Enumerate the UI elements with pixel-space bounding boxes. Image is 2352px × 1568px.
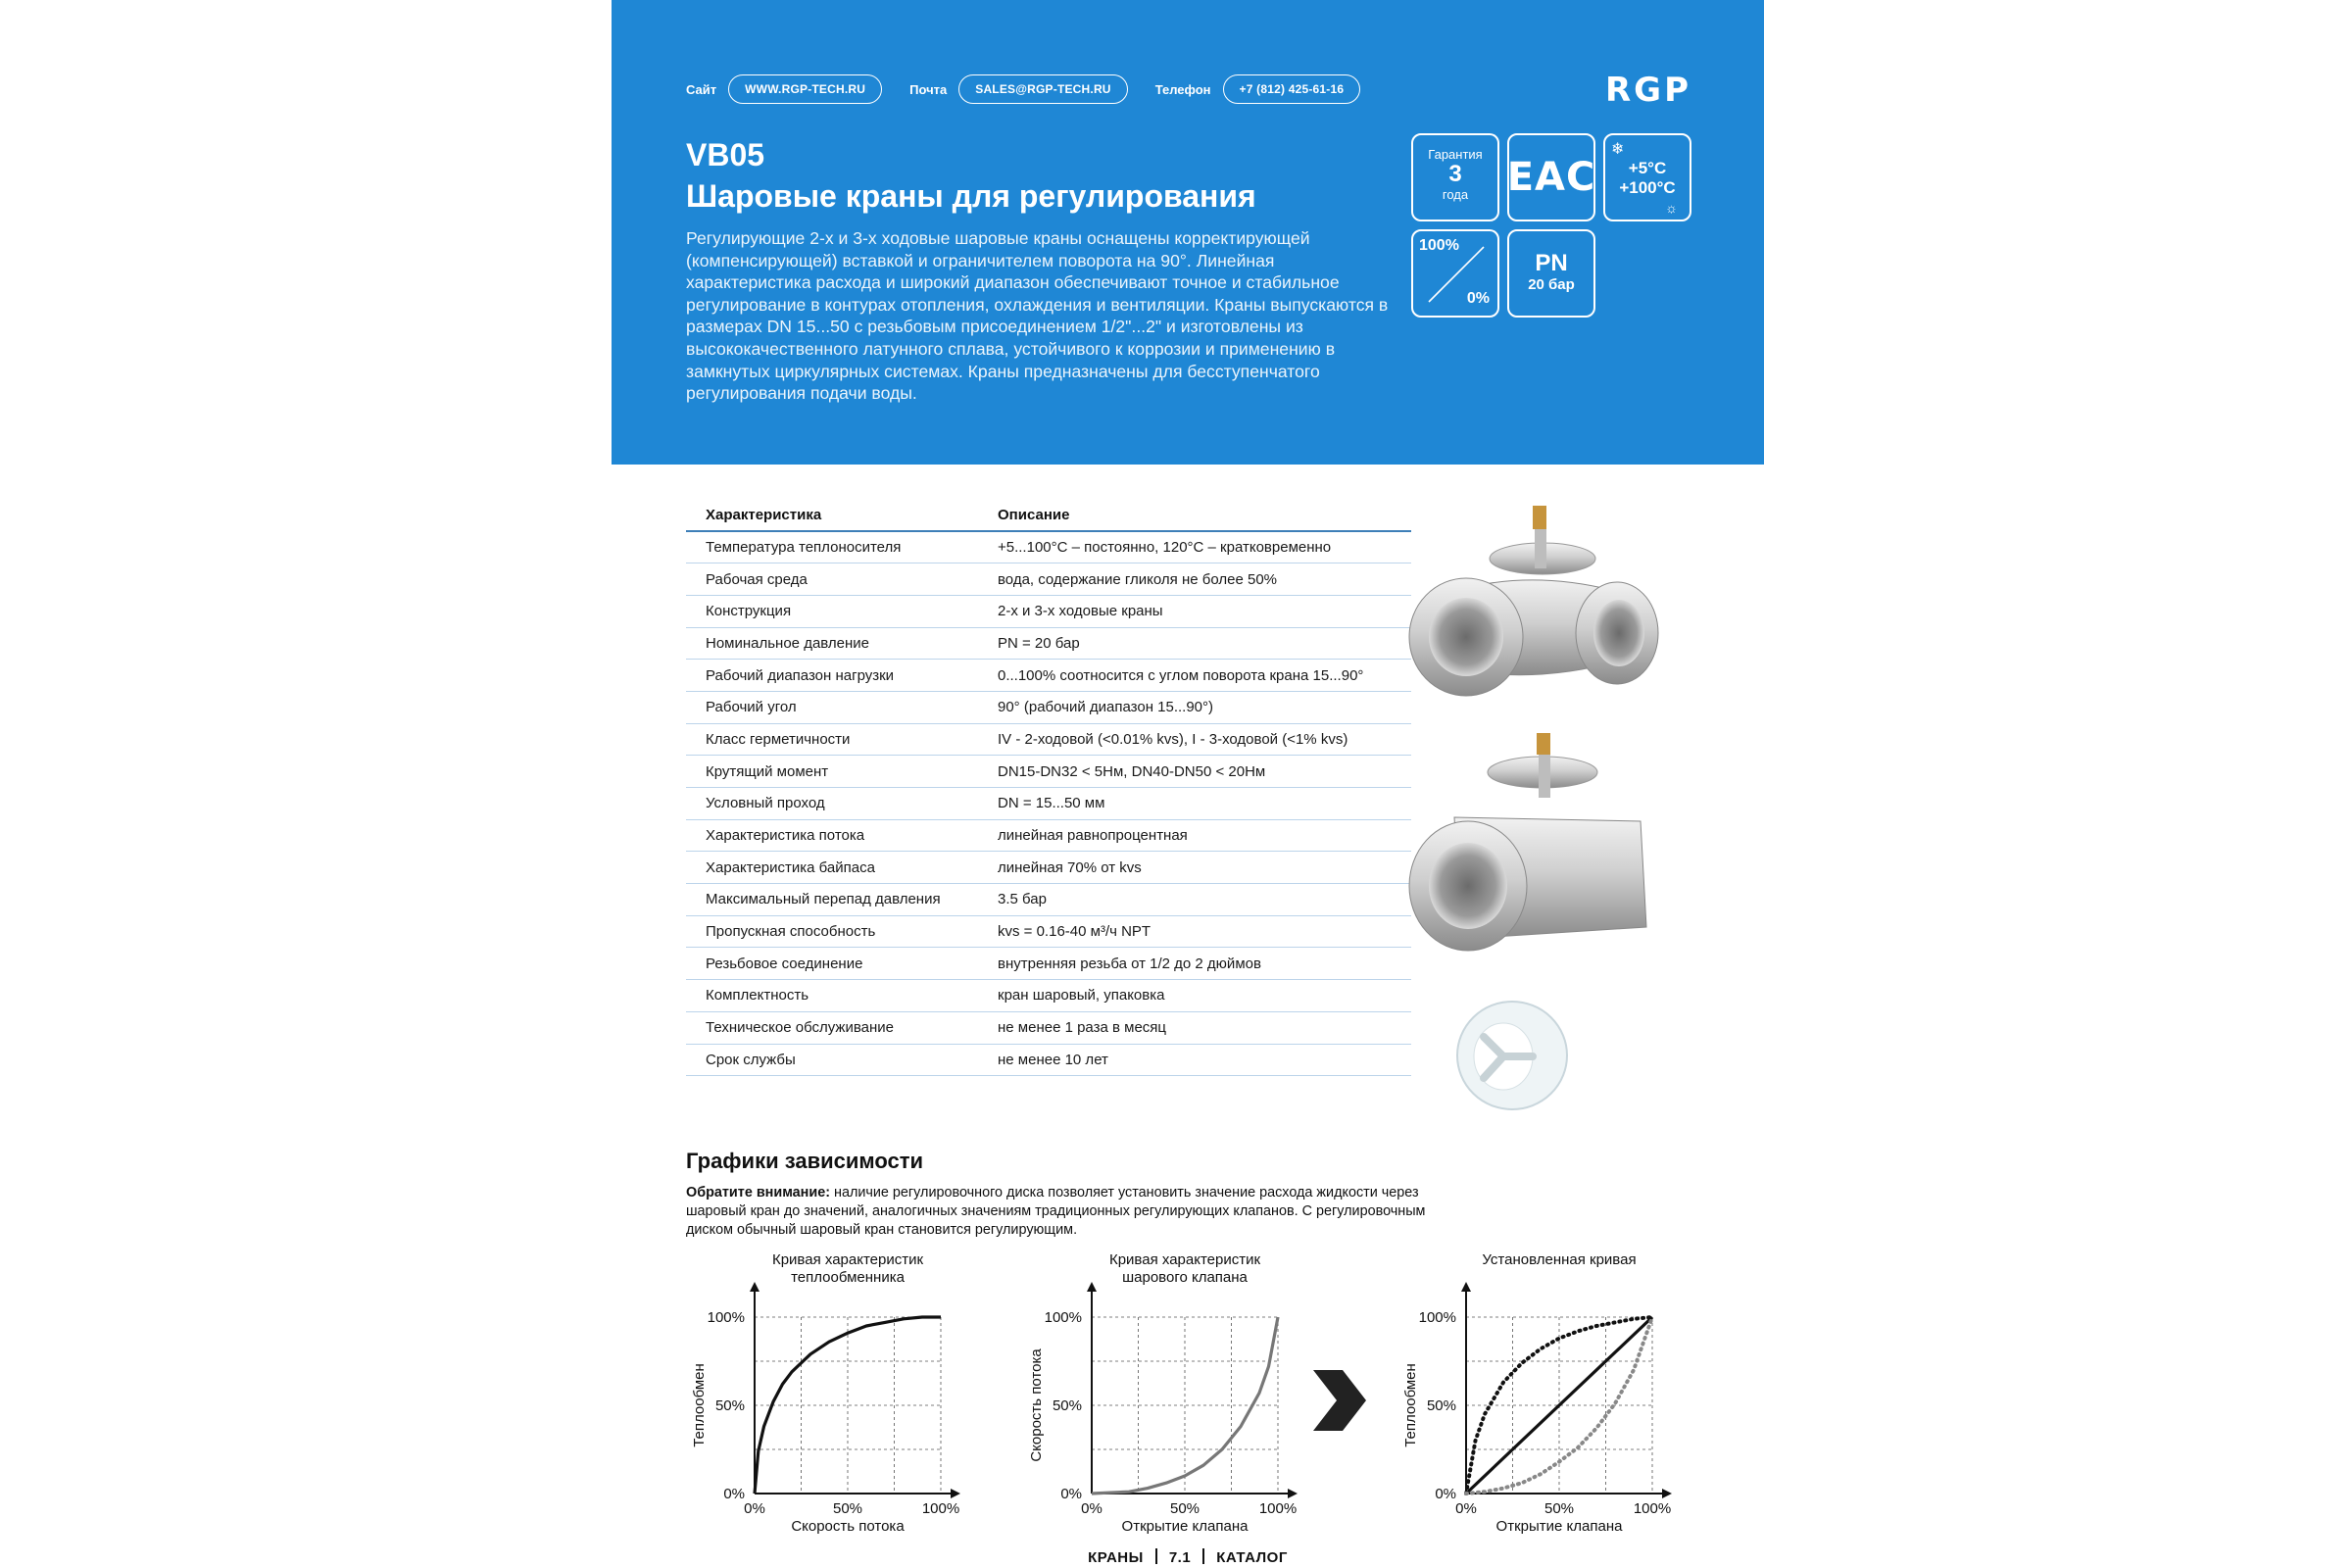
table-row — [686, 627, 1411, 660]
product-model: VB05 — [686, 137, 765, 172]
chart-title: теплообменника — [791, 1269, 905, 1286]
spec-value: IV - 2-ходовой (<0.01% kvs), I - 3-ходовой (<1% kvs) — [978, 723, 1411, 756]
x-tick-label: 50% — [832, 1500, 863, 1517]
chart-title: Установленная кривая — [1482, 1251, 1637, 1268]
y-tick-label: 0% — [723, 1486, 745, 1502]
temperature-badge — [1603, 133, 1691, 221]
specs-body — [686, 531, 1411, 1076]
x-tick-label: 100% — [1258, 1500, 1298, 1517]
contact-phone — [1155, 74, 1361, 104]
pn-value: 20 бар — [1528, 276, 1575, 293]
x-tick-label: 50% — [1169, 1500, 1200, 1517]
graphs-note — [686, 1184, 1450, 1240]
footer-divider — [1155, 1548, 1157, 1564]
spec-value: DN15-DN32 < 5Нм, DN40-DN50 < 20Нм — [978, 756, 1411, 788]
spec-value: PN = 20 бар — [978, 627, 1411, 660]
table-row — [686, 884, 1411, 916]
warranty-label: Гарантия — [1428, 147, 1483, 162]
table-row — [686, 531, 1411, 564]
spec-value: 2-х и 3-х ходовые краны — [978, 595, 1411, 627]
y-tick-label: 50% — [714, 1397, 745, 1414]
adjusting-disc-image — [1454, 998, 1570, 1113]
chart-heat-exchanger-svg — [670, 1247, 960, 1541]
temp-min: +5°C — [1628, 159, 1667, 177]
spec-name: Техническое обслуживание — [686, 1011, 978, 1044]
contact-site — [686, 74, 882, 104]
spec-value: 0...100% соотносится с углом поворота крана 15...90° — [978, 660, 1411, 692]
table-row — [686, 915, 1411, 948]
chart-title: Кривая характеристик — [771, 1251, 924, 1268]
spec-name: Рабочая среда — [686, 564, 978, 596]
spec-value: 90° (рабочий диапазон 15...90°) — [978, 691, 1411, 723]
spec-name: Крутящий момент — [686, 756, 978, 788]
snowflake-icon: ❄ — [1611, 141, 1625, 158]
graphs-note-bold: Обратите внимание: — [686, 1185, 830, 1200]
x-axis-label: Открытие клапана — [1495, 1518, 1623, 1535]
footer-catalog: КАТАЛОГ — [1216, 1549, 1288, 1566]
chevron-right-icon — [1309, 1366, 1368, 1435]
two-way-valve-image — [1405, 733, 1670, 978]
specs-table — [686, 500, 1411, 1076]
spec-value: линейная равнопроцентная — [978, 819, 1411, 852]
chart-title: шарового клапана — [1122, 1269, 1248, 1286]
range-top: 100% — [1419, 237, 1459, 254]
footer-divider — [1202, 1548, 1204, 1564]
table-row — [686, 819, 1411, 852]
y-axis-arrow-icon — [1087, 1282, 1097, 1292]
brand-logo: RGP — [1604, 71, 1691, 110]
y-axis-label: Теплообмен — [1402, 1363, 1419, 1447]
contact-mail — [909, 74, 1128, 104]
header-band — [612, 0, 1764, 465]
range-bottom: 0% — [1466, 290, 1490, 307]
spec-name: Рабочий диапазон нагрузки — [686, 660, 978, 692]
spec-value: DN = 15...50 мм — [978, 788, 1411, 820]
x-tick-label: 100% — [921, 1500, 960, 1517]
table-row — [686, 691, 1411, 723]
x-tick-label: 0% — [1081, 1500, 1102, 1517]
pressure-badge — [1507, 229, 1595, 318]
chart-title: Кривая характеристик — [1108, 1251, 1261, 1268]
table-row — [686, 980, 1411, 1012]
warranty-unit: года — [1442, 187, 1469, 202]
y-tick-label: 50% — [1052, 1397, 1082, 1414]
y-tick-label: 100% — [1044, 1309, 1082, 1326]
temp-max: +100°C — [1619, 178, 1676, 197]
y-axis-arrow-icon — [1461, 1282, 1471, 1292]
feature-badges — [1411, 133, 1705, 319]
spec-name: Класс герметичности — [686, 723, 978, 756]
phone-label: Телефон — [1154, 81, 1211, 97]
spec-name: Характеристика потока — [686, 819, 978, 852]
chart-installed-curve-svg — [1382, 1247, 1672, 1541]
x-axis-label: Скорость потока — [791, 1518, 905, 1535]
spec-value: кран шаровый, упаковка — [978, 980, 1411, 1012]
specs-header-row — [686, 500, 1411, 531]
x-tick-label: 0% — [1455, 1500, 1477, 1517]
x-axis-label: Открытие клапана — [1121, 1518, 1249, 1535]
range-badge — [1411, 229, 1499, 318]
site-label: Сайт — [686, 81, 717, 97]
chart-installed-curve — [1382, 1247, 1672, 1545]
table-row — [686, 660, 1411, 692]
spec-name: Пропускная способность — [686, 915, 978, 948]
spec-name: Рабочий угол — [686, 691, 978, 723]
mail-link[interactable]: SALES@RGP-TECH.RU — [958, 74, 1127, 104]
spec-name: Максимальный перепад давления — [686, 884, 978, 916]
chart-ball-valve — [1007, 1247, 1298, 1545]
spec-value: 3.5 бар — [978, 884, 1411, 916]
warranty-value: 3 — [1448, 161, 1462, 187]
graphs-note-text: наличие регулировочного диска позволяет установить значение расхода жидкости через шаровый кран до значений, аналогичных значениям традиционных регулирующих клапанов. С регулировочным диском обычный шаровый кран становится регулирующим. — [686, 1185, 1426, 1238]
spec-name: Номинальное давление — [686, 627, 978, 660]
spec-value: не менее 10 лет — [978, 1044, 1411, 1076]
eac-badge: EAC — [1507, 133, 1595, 221]
y-tick-label: 100% — [1418, 1309, 1456, 1326]
spec-name: Резьбовое соединение — [686, 948, 978, 980]
x-tick-label: 100% — [1633, 1500, 1672, 1517]
mail-label: Почта — [909, 81, 948, 97]
spec-value: вода, содержание гликоля не более 50% — [978, 564, 1411, 596]
footer-section: КРАНЫ — [1088, 1549, 1144, 1566]
chart-heat-exchanger — [670, 1247, 960, 1545]
phone-link[interactable]: +7 (812) 425-61-16 — [1223, 74, 1361, 104]
y-tick-label: 0% — [1060, 1486, 1082, 1502]
sun-icon: ☼ — [1665, 200, 1678, 216]
spec-value: внутренняя резьба от 1/2 до 2 дюймов — [978, 948, 1411, 980]
table-row — [686, 756, 1411, 788]
col-header-characteristic: Характеристика — [686, 500, 978, 531]
product-title: Шаровые краны для регулирования — [686, 178, 1256, 214]
y-tick-label: 50% — [1426, 1397, 1456, 1414]
contacts-bar — [686, 74, 1388, 104]
three-way-valve-image — [1405, 500, 1670, 725]
spec-value: kvs = 0.16-40 м³/ч NPT — [978, 915, 1411, 948]
y-axis-label: Скорость потока — [1028, 1348, 1045, 1462]
spec-name: Характеристика байпаса — [686, 852, 978, 884]
spec-value: +5...100°С – постоянно, 120°С – кратковременно — [978, 531, 1411, 564]
x-tick-label: 50% — [1544, 1500, 1575, 1517]
x-tick-label: 0% — [744, 1500, 765, 1517]
spec-value: не менее 1 раза в месяц — [978, 1011, 1411, 1044]
table-row — [686, 595, 1411, 627]
warranty-badge — [1411, 133, 1499, 221]
col-header-description: Описание — [978, 500, 1411, 531]
y-tick-label: 100% — [707, 1309, 745, 1326]
site-link[interactable]: WWW.RGP-TECH.RU — [728, 74, 882, 104]
table-row — [686, 788, 1411, 820]
spec-value: линейная 70% от kvs — [978, 852, 1411, 884]
graphs-title: Графики зависимости — [686, 1149, 924, 1173]
product-description: Регулирующие 2-х и 3-х ходовые шаровые краны оснащены корректирующей (компенсирующей) вставкой и ограничителем поворота на 90°. Линейная характеристика расхода и широкий диапазон обеспечивают точное и стабильное регулирование в контурах отопления, охлаждения и вентиляции. Краны выпускаются в размерах DN 15...50 с резьбовым присоединением 1/2"...2" и изготовлены из высококачественного латунного сплава, устойчивого к коррозии и применению в замкнутых циркулярных системах. Краны предназначены для бесступенчатого регулирования подачи воды. — [686, 228, 1389, 404]
x-axis-arrow-icon — [1288, 1489, 1298, 1498]
footer-page-number: 7.1 — [1168, 1549, 1192, 1566]
table-row — [686, 852, 1411, 884]
x-axis-arrow-icon — [951, 1489, 960, 1498]
y-axis-label: Теплообмен — [691, 1363, 708, 1447]
spec-name: Срок службы — [686, 1044, 978, 1076]
table-row — [686, 1011, 1411, 1044]
y-axis-arrow-icon — [750, 1282, 760, 1292]
spec-name: Конструкция — [686, 595, 978, 627]
table-row — [686, 1044, 1411, 1076]
y-tick-label: 0% — [1435, 1486, 1456, 1502]
pn-label: PN — [1535, 250, 1568, 276]
table-row — [686, 564, 1411, 596]
catalog-page — [612, 0, 1764, 1568]
table-row — [686, 723, 1411, 756]
spec-name: Условный проход — [686, 788, 978, 820]
spec-name: Температура теплоносителя — [686, 531, 978, 564]
chart-ball-valve-svg — [1007, 1247, 1298, 1541]
page-footer — [612, 1548, 1764, 1566]
spec-name: Комплектность — [686, 980, 978, 1012]
table-row — [686, 948, 1411, 980]
x-axis-arrow-icon — [1662, 1489, 1672, 1498]
